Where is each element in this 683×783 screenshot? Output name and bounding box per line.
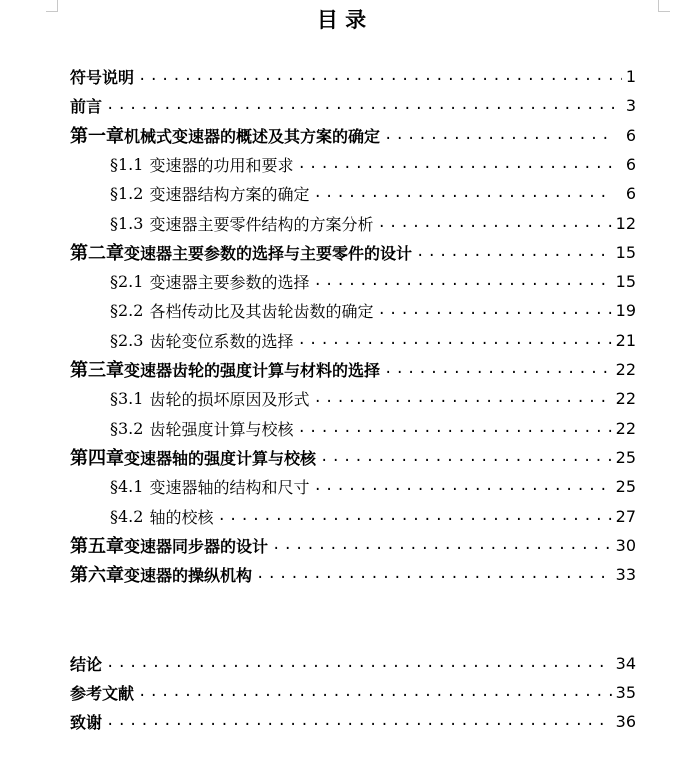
toc-entry-title: 符号说明	[70, 67, 135, 87]
dot-leader	[272, 537, 612, 553]
toc-entry-page-number: 35	[615, 682, 636, 702]
toc-entry-front[interactable]	[70, 651, 636, 675]
toc-entry-title: 变速器轴的强度计算与校核	[124, 448, 317, 468]
toc-entry-page-number: 22	[615, 388, 636, 408]
toc-entry-title: 变速器主要零件结构的方案分析	[149, 214, 374, 234]
dot-leader	[384, 361, 612, 377]
dot-leader	[138, 68, 622, 84]
toc-entry-title: 结论	[70, 654, 103, 674]
toc-entry-title: 变速器主要参数的选择	[149, 272, 310, 292]
toc-entry-number: §1.2	[110, 183, 144, 203]
toc-entry-chapter[interactable]	[70, 533, 636, 557]
toc-entry-page-number: 30	[615, 535, 636, 555]
dot-leader	[106, 713, 612, 729]
dot-leader	[297, 332, 611, 348]
dot-leader	[297, 420, 611, 436]
toc-entry-title: 致谢	[70, 712, 103, 732]
toc-entry-title: 变速器主要参数的选择与主要零件的设计	[124, 243, 413, 263]
toc-entry-number: §2.1	[110, 271, 144, 291]
dot-leader	[106, 97, 622, 113]
page-title: 目 录	[316, 8, 367, 32]
toc-entry-page-number: 19	[615, 300, 636, 320]
toc-entry-title: 前言	[70, 96, 103, 116]
toc-entry-number: 第五章	[70, 536, 124, 557]
toc-entry-page-number: 12	[615, 213, 636, 233]
dot-leader	[217, 508, 611, 524]
dot-leader	[320, 449, 612, 465]
toc-entry-page-number: 25	[615, 476, 636, 496]
toc-entry-title: 轴的校核	[149, 507, 214, 527]
toc-entry-number: §3.2	[110, 418, 144, 438]
toc-entry-page-number: 22	[615, 359, 636, 379]
toc-entry-page-number: 21	[615, 330, 636, 350]
dot-leader	[313, 478, 611, 494]
toc-entry-page-number: 6	[625, 183, 636, 203]
toc-entry-section[interactable]	[110, 152, 636, 176]
dot-leader	[138, 684, 612, 700]
toc-entry-title: 机械式变速器的概述及其方案的确定	[124, 126, 381, 146]
toc-entry-title: 变速器的操纵机构	[124, 565, 253, 585]
dot-leader	[377, 302, 611, 318]
toc-entry-number: §4.2	[110, 506, 144, 526]
toc-entry-section[interactable]	[110, 386, 636, 410]
toc-entry-number: 第一章	[70, 126, 124, 147]
toc-entry-chapter[interactable]	[70, 240, 636, 264]
dot-leader	[384, 127, 612, 143]
toc-entry-section[interactable]	[110, 328, 636, 352]
toc-entry-title: 变速器轴的结构和尺寸	[149, 477, 310, 497]
dot-leader	[313, 273, 611, 289]
toc-entry-section[interactable]	[110, 474, 636, 498]
toc-entry-title: 变速器的功用和要求	[149, 155, 294, 175]
toc-entry-number: 第三章	[70, 360, 124, 381]
toc-entry-number: 第六章	[70, 565, 124, 586]
toc-entry-chapter[interactable]	[70, 357, 636, 381]
toc-entry-number: §2.3	[110, 330, 144, 350]
toc-entry-number: 第二章	[70, 243, 124, 264]
toc-entry-number: §1.3	[110, 213, 144, 233]
toc-entry-chapter[interactable]	[70, 123, 636, 147]
toc-entry-number: §1.1	[110, 154, 144, 174]
toc-entry-title: 齿轮强度计算与校核	[149, 419, 294, 439]
toc-entry-page-number: 36	[615, 711, 636, 731]
toc-entry-front[interactable]	[70, 709, 636, 733]
dot-leader	[313, 185, 612, 201]
toc-entry-page-number: 34	[615, 653, 636, 673]
toc-entry-number: §4.1	[110, 476, 144, 496]
dot-leader	[106, 655, 612, 671]
dot-leader	[256, 566, 612, 582]
toc-entry-section[interactable]	[110, 269, 636, 293]
toc-entry-title: 各档传动比及其齿轮齿数的确定	[149, 301, 374, 321]
toc-entry-chapter[interactable]	[70, 562, 636, 586]
toc-entry-front[interactable]	[70, 64, 636, 88]
toc-entry-page-number: 15	[615, 271, 636, 291]
toc-entry-title: 变速器同步器的设计	[124, 536, 269, 556]
toc-entry-title: 齿轮变位系数的选择	[149, 331, 294, 351]
toc-entry-page-number: 1	[625, 66, 636, 86]
toc-entry-title: 变速器结构方案的确定	[149, 184, 310, 204]
toc-entry-section[interactable]	[110, 181, 636, 205]
toc-entry-chapter[interactable]	[70, 445, 636, 469]
dot-leader	[313, 390, 611, 406]
toc-entry-title: 齿轮的损坏原因及形式	[149, 389, 310, 409]
toc-entry-section[interactable]	[110, 211, 636, 235]
dot-leader	[416, 244, 612, 260]
toc-entry-section[interactable]	[110, 298, 636, 322]
toc-entry-front[interactable]	[70, 93, 636, 117]
toc-entry-section[interactable]	[110, 504, 636, 528]
dot-leader	[297, 156, 612, 172]
toc-entry-page-number: 27	[615, 506, 636, 526]
toc-entry-page-number: 22	[615, 418, 636, 438]
toc-entry-number: §2.2	[110, 300, 144, 320]
toc-entry-section[interactable]	[110, 416, 636, 440]
toc-entry-number: 第四章	[70, 448, 124, 469]
toc-entry-page-number: 6	[625, 154, 636, 174]
toc-entry-title: 变速器齿轮的强度计算与材料的选择	[124, 360, 381, 380]
toc-entry-number: §3.1	[110, 388, 144, 408]
toc-entry-title: 参考文献	[70, 683, 135, 703]
toc-entry-front[interactable]	[70, 680, 636, 704]
toc-entry-page-number: 3	[625, 95, 636, 115]
toc-entry-page-number: 25	[615, 447, 636, 467]
toc-entry-page-number: 6	[625, 125, 636, 145]
dot-leader	[377, 215, 611, 231]
toc-entry-page-number: 15	[615, 242, 636, 262]
toc-entry-page-number: 33	[615, 564, 636, 584]
